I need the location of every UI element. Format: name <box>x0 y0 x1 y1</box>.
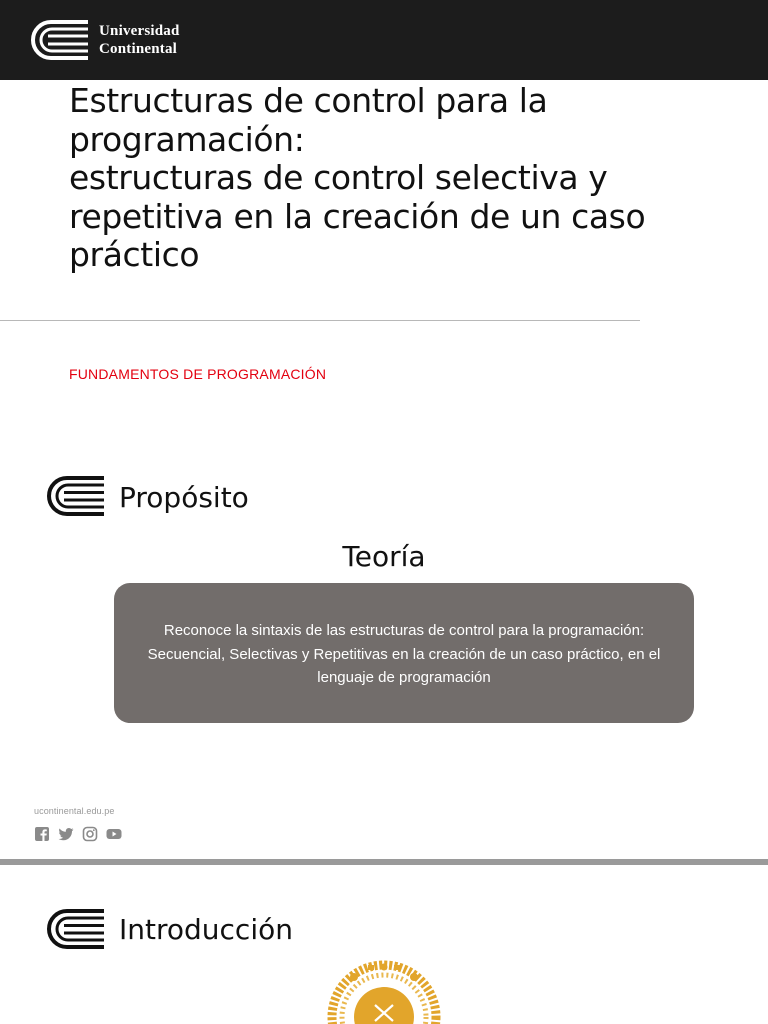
facebook-icon[interactable] <box>34 826 50 842</box>
brand-line-1: Universidad <box>99 23 180 39</box>
section-label: Teoría <box>342 540 426 573</box>
cover-title <box>69 82 749 275</box>
twitter-icon[interactable] <box>58 826 74 842</box>
title-line: programación: <box>69 119 305 159</box>
intro-illustration-icon <box>324 955 444 1024</box>
intro-heading: Introducción <box>119 913 293 946</box>
instagram-icon[interactable] <box>82 826 98 842</box>
brand-name <box>99 22 180 58</box>
slide-divider <box>0 859 768 865</box>
continental-logo-icon <box>30 17 90 63</box>
continental-logo-icon <box>46 474 106 518</box>
title-line: estructuras de control selectiva y <box>69 158 608 197</box>
title-line: práctico <box>69 235 200 274</box>
course-subtitle: FUNDAMENTOS DE PROGRAMACIÓN <box>69 366 327 382</box>
purpose-heading: Propósito <box>119 481 249 514</box>
purpose-card <box>114 583 694 723</box>
brand-line-2: Continental <box>99 41 178 57</box>
youtube-icon[interactable] <box>106 826 122 842</box>
title-divider <box>0 320 640 321</box>
website-link[interactable]: ucontinental.edu.pe <box>34 806 115 816</box>
social-icons <box>34 826 122 842</box>
purpose-text: Reconoce la sintaxis de las estructuras de control para la programación: Secuencial, Selectivas y Repetitivas en la creación de un caso práctico, en el lenguaje de programación <box>147 622 661 686</box>
title-line: repetitiva en la creación de un caso <box>69 196 646 236</box>
title-line: Estructuras de control para la <box>69 81 548 120</box>
header-bar <box>0 0 768 80</box>
continental-logo-icon <box>46 907 106 951</box>
